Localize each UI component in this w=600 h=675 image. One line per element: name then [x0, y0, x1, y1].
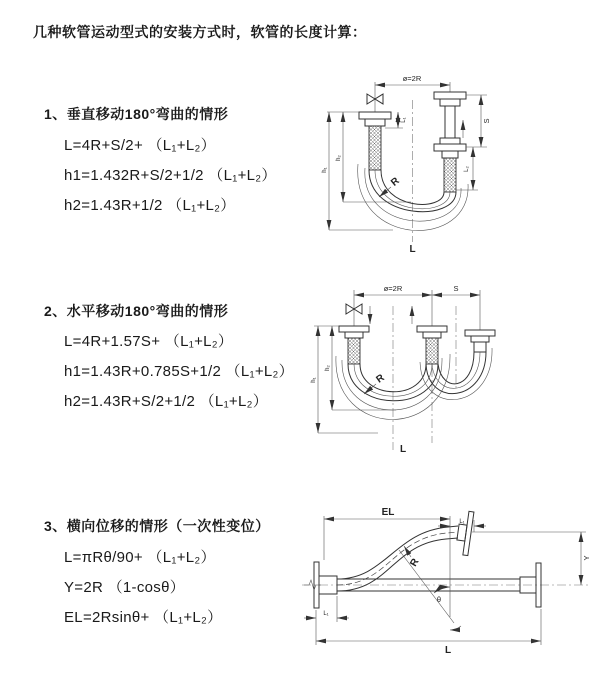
dimension-l1-bottom: [304, 596, 349, 622]
length-label: L: [444, 645, 452, 655]
valve-icon: [367, 92, 383, 112]
radius-label: R: [389, 175, 402, 189]
main-centerline: [302, 580, 588, 590]
formula-line: L=4R+S/2+ （L₁+L₂）: [64, 137, 216, 154]
right-flange-assembly: [465, 330, 495, 352]
formula-line: h1=1.43R+0.785S+1/2 （L₁+L₂）: [64, 363, 294, 380]
dimension-2r: [354, 284, 480, 330]
dim-label-el: EL: [381, 507, 395, 518]
dimension-l: [316, 609, 541, 655]
formula-line: L=πRθ/90+ （L₁+L₂）: [64, 549, 216, 566]
dimension-l1-top: [438, 519, 486, 532]
dimension-l1: [385, 112, 407, 128]
radius-label: R: [374, 372, 387, 386]
dimension-s: [432, 284, 480, 295]
displaced-flange: [455, 510, 474, 555]
section-2-heading: 2、水平移动180°弯曲的情形: [44, 303, 229, 319]
formula-line: h2=1.43R+1/2 （L₁+L₂）: [64, 197, 236, 214]
dim-label-y: Y: [582, 555, 591, 561]
dimension-el: [324, 507, 450, 617]
radius-label: R: [408, 556, 422, 569]
middle-flange-assembly: [417, 326, 447, 364]
right-flange-assembly: [434, 92, 466, 192]
dim-label-h2: h₂: [336, 155, 342, 161]
page-title: 几种软管运动型式的安装方式时，软管的长度计算：: [33, 24, 367, 40]
formula-line: h2=1.43R+S/2+1/2 （L₁+L₂）: [64, 393, 269, 410]
left-flange-assembly: [359, 112, 391, 170]
section-3-heading: 3、横向位移的情形（一次性变位）: [44, 518, 270, 534]
dim-label-s: S: [482, 118, 491, 124]
angle-label: θ: [436, 595, 442, 604]
dim-label-l1-top: L₁: [459, 519, 465, 525]
formula-line: L=4R+1.57S+ （L₁+L₂）: [64, 333, 234, 350]
motion-arrows: [370, 306, 412, 324]
dim-label-h1: h₁: [322, 167, 328, 173]
hose-s-curve: [337, 526, 458, 591]
dim-label-2r: ø=2R: [402, 74, 422, 83]
diagram-horizontal-u-bend: [308, 278, 598, 463]
length-label: L: [399, 444, 407, 455]
dim-label-l2: L₂: [464, 166, 470, 172]
dim-label-l1: L₁: [401, 117, 407, 123]
left-flange-assembly: [339, 326, 369, 364]
formula-line: Y=2R （1-cosθ）: [64, 579, 186, 596]
diagram-lateral-displacement: [298, 500, 598, 655]
dimension-s: [466, 95, 491, 147]
dimension-h-outer: [311, 326, 378, 433]
dim-label-h1: h₁: [311, 377, 317, 383]
angle-theta: [399, 550, 461, 630]
formula-line: h1=1.432R+S/2+1/2 （L₁+L₂）: [64, 167, 277, 184]
section-1-heading: 1、垂直移动180°弯曲的情形: [44, 106, 229, 122]
dim-label-h2: h₂: [325, 365, 331, 371]
formula-line: EL=2Rsinθ+ （L₁+L₂）: [64, 609, 223, 626]
dimension-l2: [456, 147, 478, 190]
diagram-vertical-u-bend: [315, 70, 590, 260]
length-label: L: [409, 244, 416, 255]
dim-label-2r: ø=2R: [383, 284, 403, 293]
valve-icon: [346, 302, 362, 326]
dim-label-l1-bottom: L₁: [323, 611, 329, 617]
dim-label-s: S: [453, 284, 459, 293]
dimension-2r: [375, 74, 450, 92]
